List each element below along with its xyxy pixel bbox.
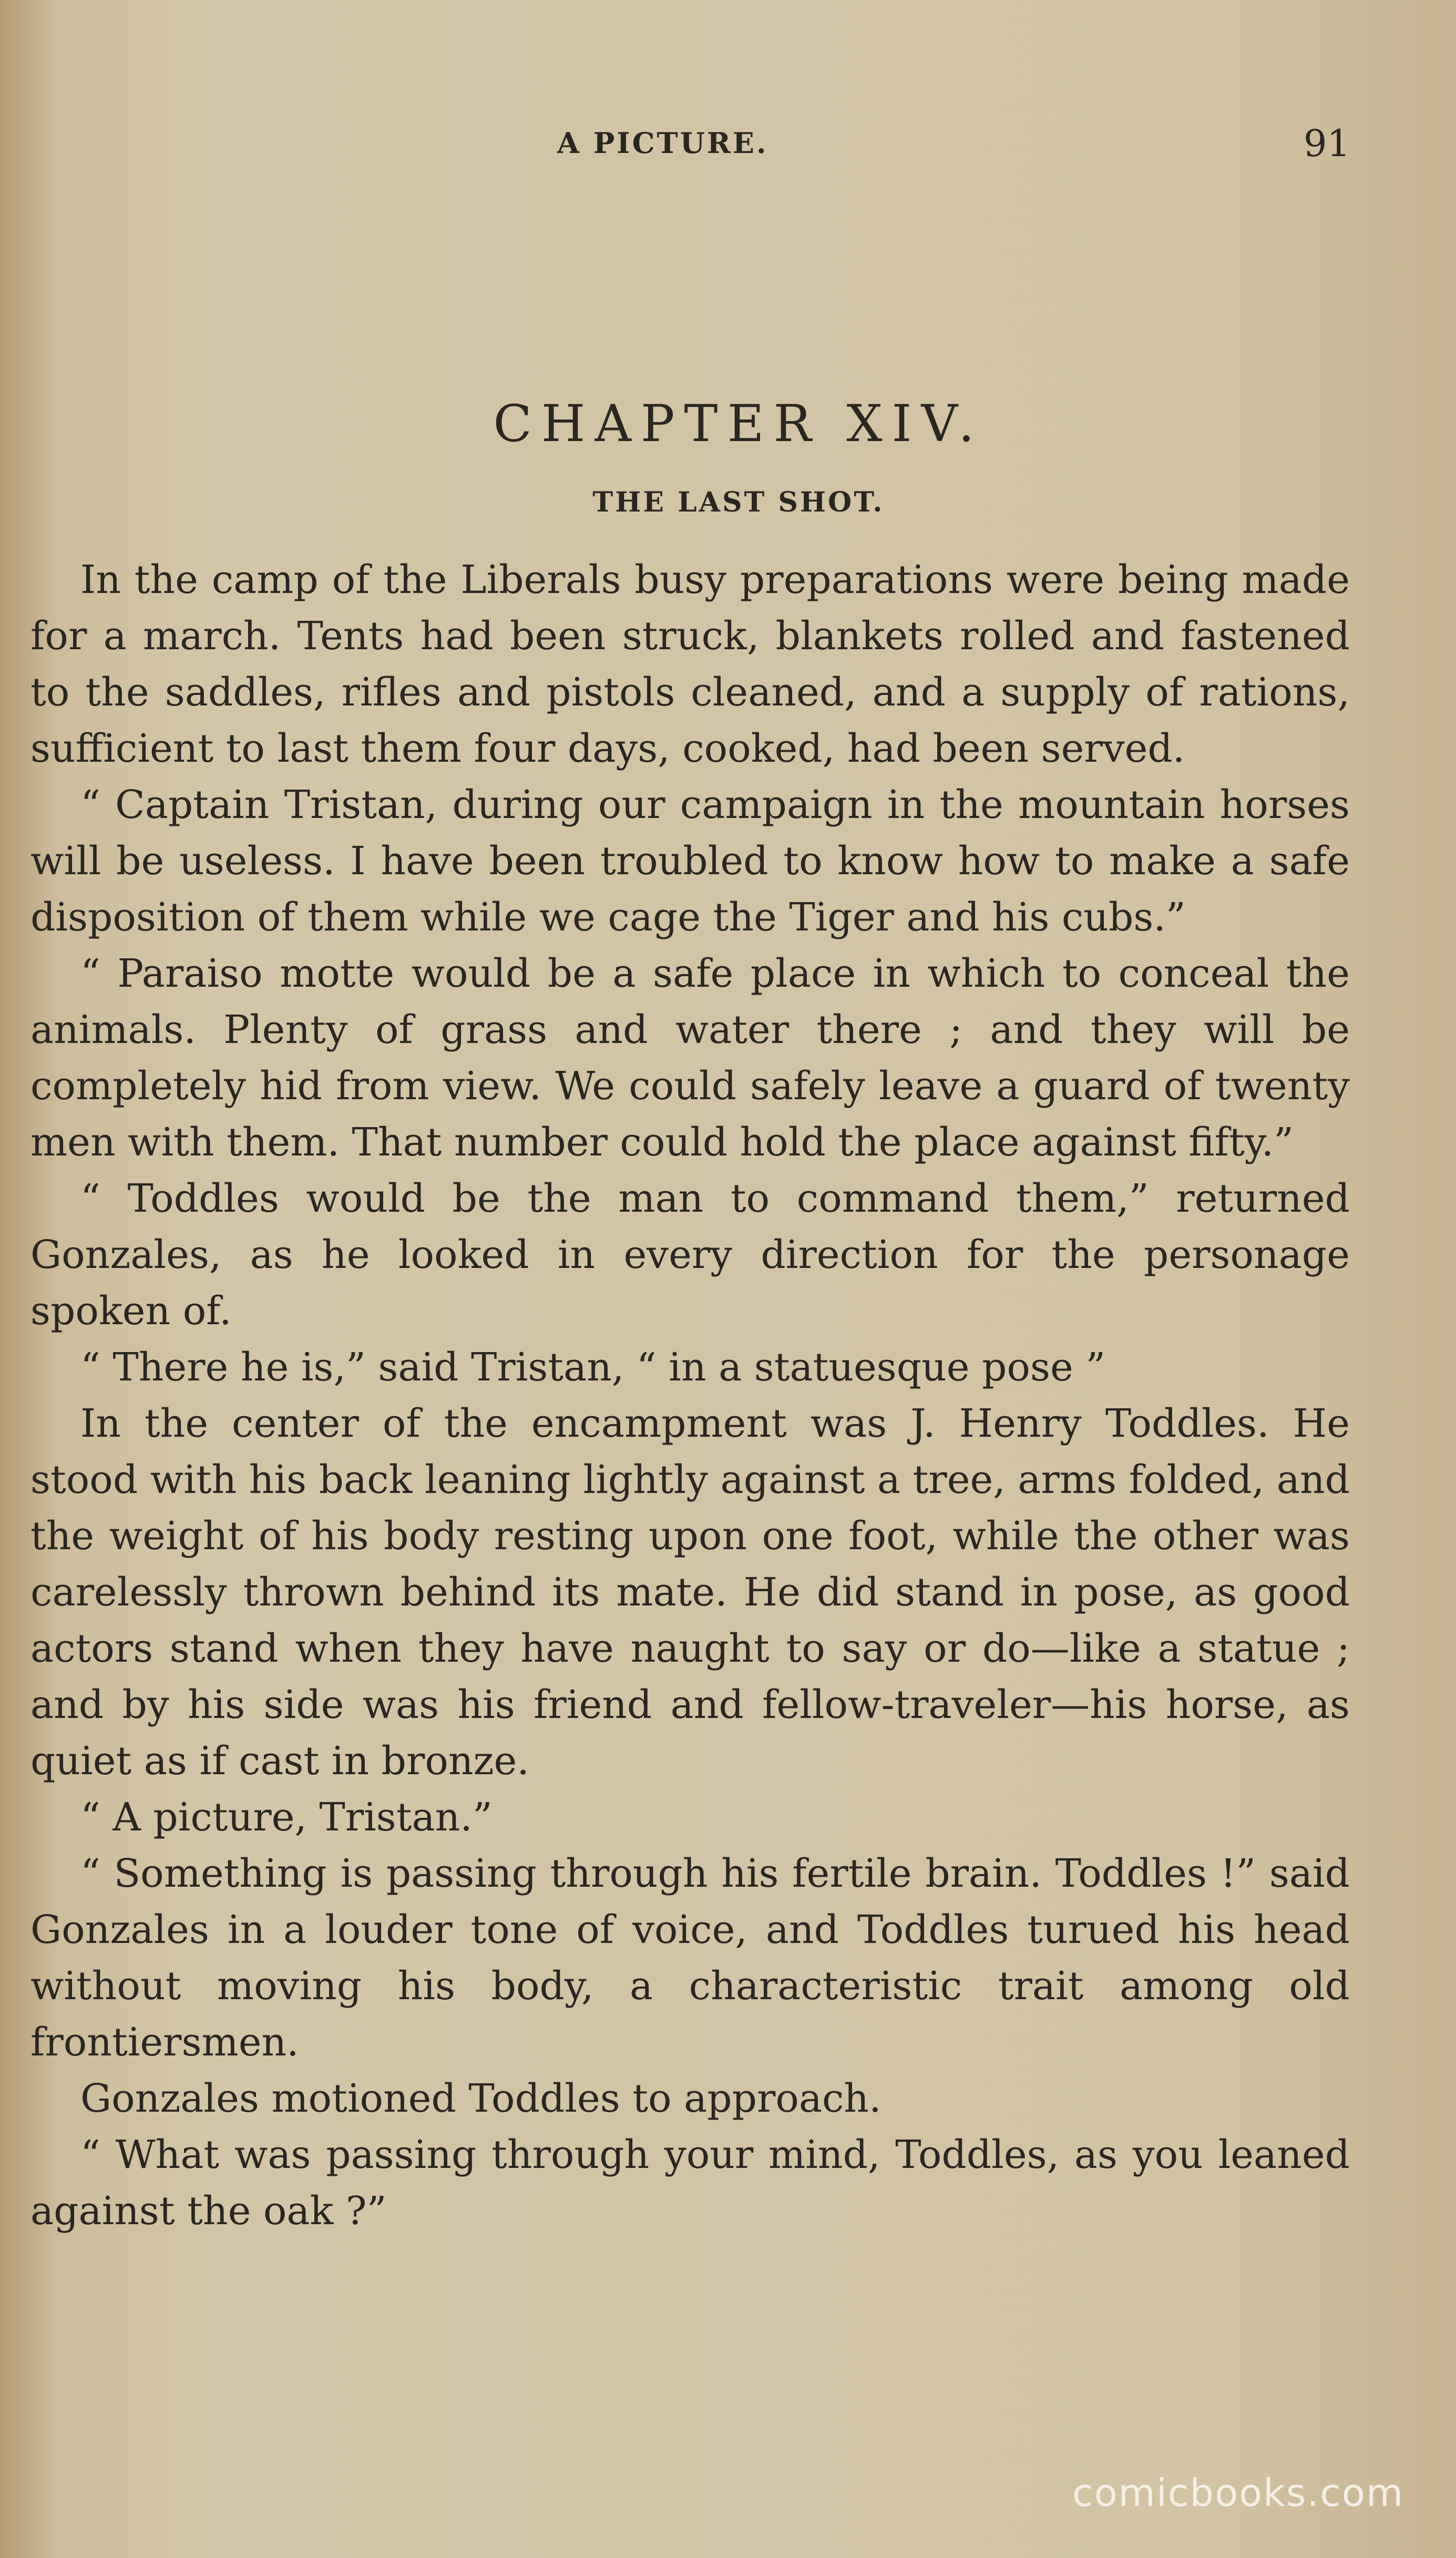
body-text [30,552,1350,2239]
running-title: A PICTURE. [557,126,768,160]
paragraph: Gonzales motioned Toddles to approach. [80,2076,881,2121]
paragraph: In the center of the encampment was J. Henry Toddles. He stood with his back leaning lightly against a tree, arms folded, and the weight of his body resting upon one foot, while the other was carelessly thrown behind its mate. He did stand in pose, as good actors stand when they have naught to say or do—like a statue ; and by his side was his friend and fellow-traveler—his horse, as quiet as if cast in bronze. [30,1401,1350,1784]
chapter-subtitle: THE LAST SHOT. [592,486,885,518]
paragraph: “ Captain Tristan, during our campaign in the mountain horses will be useless. I have been troubled to know how to make a safe disposition of them while we cage the Tiger and his cubs.” [30,782,1350,940]
paragraph: In the camp of the Liberals busy preparations were being made for a march. Tents had been struck, blankets rolled and fastened to the saddles, rifles and pistols cleaned, and a supply of rations, sufficient to last them four days, cooked, had been served. [30,557,1350,771]
paragraph: “ Something is passing through his fertile brain. Toddles !” said Gonzales in a louder tone of voice, and Toddles turued his head without moving his body, a characteristic trait among old frontiersmen. [30,1851,1350,2065]
watermark: comicbooks.com [1072,2471,1404,2515]
chapter-heading: CHAPTER XIV. [493,394,984,453]
paragraph: “ There he is,” said Tristan, “ in a statuesque pose ” [80,1345,1106,1390]
paragraph: “ What was passing through your mind, Toddles, as you leaned against the oak ?” [30,2132,1350,2234]
paragraph: “ A picture, Tristan.” [80,1795,493,1840]
running-head [0,122,1456,164]
paragraph: “ Toddles would be the man to command them,” returned Gonzales, as he looked in every direction for the personage spoken of. [30,1176,1350,1334]
paragraph: “ Paraiso motte would be a safe place in which to conceal the animals. Plenty of grass and water there ; and they will be completely hid from view. We could safely leave a guard of twenty men with them. That number could hold the place against fifty.” [30,951,1350,1165]
page-number: 91 [1304,122,1351,165]
